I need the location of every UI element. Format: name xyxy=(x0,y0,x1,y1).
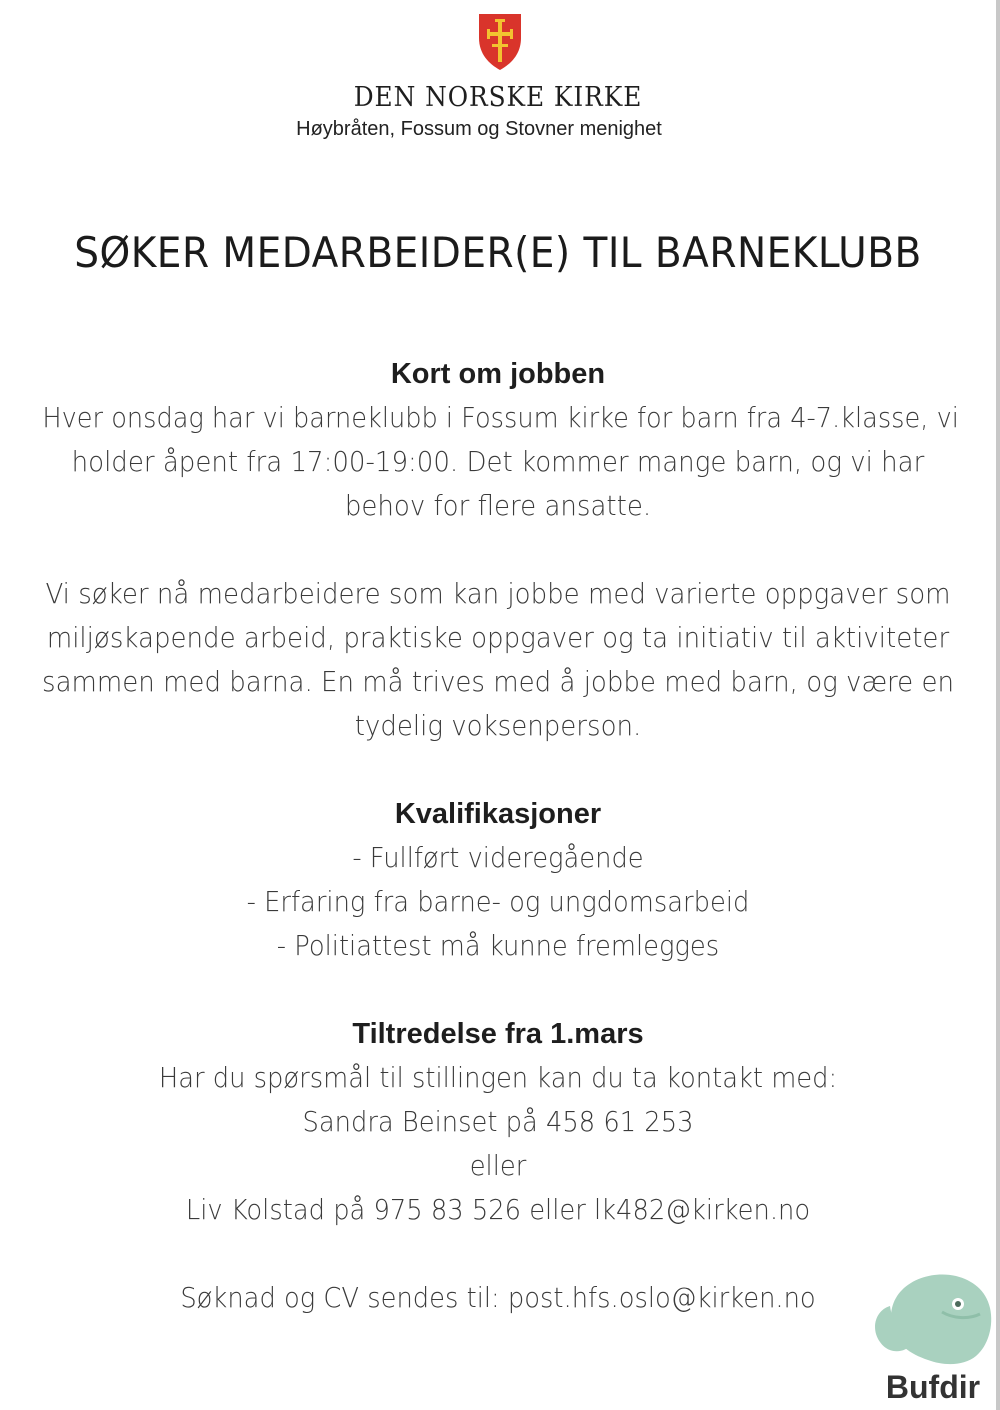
contact-line: eller xyxy=(469,1149,527,1182)
start-heading: Tiltredelse fra 1.mars xyxy=(352,1018,644,1050)
qualifications-heading: Kvalifikasjoner xyxy=(394,798,602,830)
bufdir-label: Bufdir xyxy=(885,1369,981,1405)
org-name: DEN NORSKE KIRKE xyxy=(353,82,643,113)
job-section xyxy=(0,352,996,528)
apply-line: Søknad og CV sendes til: post.hfs.oslo@kirken.no xyxy=(180,1281,816,1314)
church-crest-icon xyxy=(475,12,525,72)
seeking-line: Vi søker nå medarbeidere som kan jobbe med varierte oppgaver som xyxy=(45,577,951,610)
job-line: behov for flere ansatte. xyxy=(344,489,652,522)
seeking-line: miljøskapende arbeid, praktiske oppgaver og ta initiativ til aktiviteter xyxy=(46,621,950,654)
job-heading: Kort om jobben xyxy=(390,358,606,390)
apply-section xyxy=(0,1276,996,1320)
contact-line: Har du spørsmål til stillingen kan du ta kontakt med: xyxy=(158,1061,838,1094)
bufdir-logo xyxy=(872,1270,994,1406)
seeking-line: tydelig voksenperson. xyxy=(354,709,642,742)
qualification-item: - Politiattest må kunne fremlegges xyxy=(276,929,720,962)
header-logo xyxy=(0,12,1000,76)
page-title: SØKER MEDARBEIDER(E) TIL BARNEKLUBB xyxy=(74,228,922,277)
qualification-item: - Fullført videregående xyxy=(352,841,644,874)
job-line: Hver onsdag har vi barneklubb i Fossum kirke for barn fra 4-7.klasse, vi xyxy=(42,401,959,434)
contact-line: Liv Kolstad på 975 83 526 eller lk482@kirken.no xyxy=(185,1193,811,1226)
page-edge xyxy=(996,0,1000,1410)
job-line: holder åpent fra 17:00-19:00. Det kommer mange barn, og vi har xyxy=(71,445,925,478)
qualification-item: - Erfaring fra barne- og ungdomsarbeid xyxy=(246,885,750,918)
bufdir-face-icon xyxy=(872,1270,994,1366)
seeking-section xyxy=(0,572,996,748)
seeking-line: sammen med barna. En må trives med å jobbe med barn, og være en xyxy=(42,665,954,698)
start-section xyxy=(0,1012,996,1232)
qualifications-section xyxy=(0,792,996,968)
parish-name: Høybråten, Fossum og Stovner menighet xyxy=(296,118,662,140)
contact-line: Sandra Beinset på 458 61 253 xyxy=(302,1105,694,1138)
